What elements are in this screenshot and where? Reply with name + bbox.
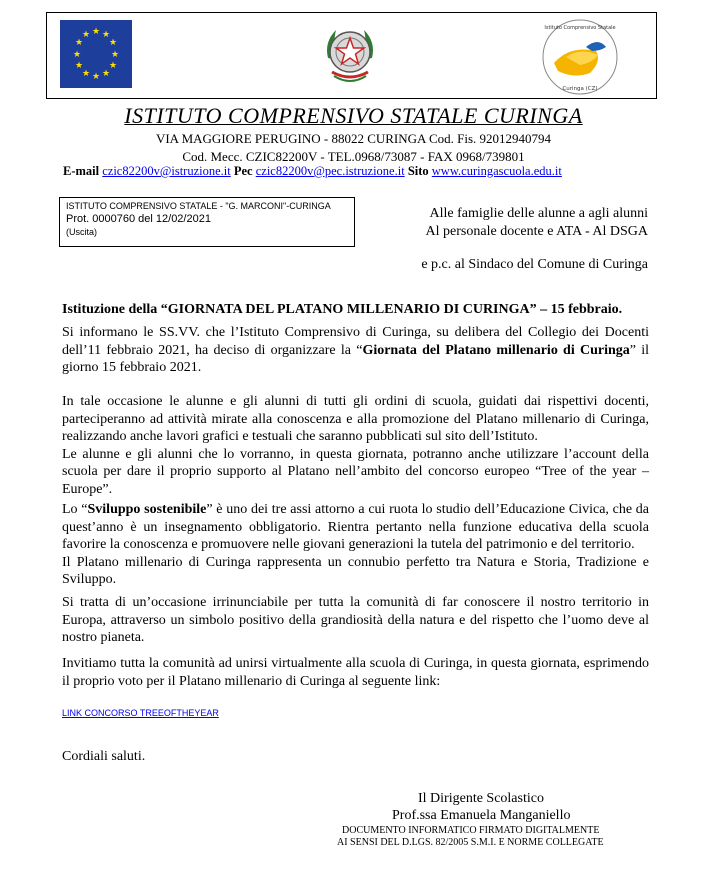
signature-note-digital: DOCUMENTO INFORMATICO FIRMATO DIGITALMENTE bbox=[342, 825, 600, 836]
protocol-number: Prot. 0000760 del 12/02/2021 bbox=[66, 213, 211, 225]
svg-text:★: ★ bbox=[108, 60, 118, 70]
email-label: E-mail bbox=[63, 164, 100, 178]
pec-label: Pec bbox=[233, 164, 253, 178]
italian-republic-emblem-icon bbox=[318, 20, 382, 88]
address-line: VIA MAGGIORE PERUGINO - 88022 CURINGA Cod. Fis. 92012940794 bbox=[155, 131, 552, 146]
paragraph-activities bbox=[62, 393, 649, 499]
svg-text:Curinga (CZ): Curinga (CZ) bbox=[562, 86, 598, 92]
svg-text:★: ★ bbox=[81, 29, 91, 39]
pec-link[interactable]: czic82200v@pec.istruzione.it bbox=[255, 164, 405, 178]
svg-text:★: ★ bbox=[74, 37, 84, 47]
signature-name: Prof.ssa Emanuela Manganiello bbox=[392, 808, 571, 823]
paragraph-opportunity: Si tratta di un’occasione irrinunciabile per tutta la comunità di far conoscere il nostro territorio in Europa, attraverso un simbolo positivo della grandiosità della natura e del rispetto che l’uomo deve al nostro pianeta. bbox=[62, 595, 649, 646]
eu-flag-icon bbox=[60, 20, 132, 88]
school-logo-icon bbox=[540, 17, 620, 97]
svg-text:★: ★ bbox=[108, 37, 118, 47]
protocol-institute: ISTITUTO COMPRENSIVO STATALE - "G. MARCONI"-CURINGA bbox=[66, 201, 331, 211]
page-title: ISTITUTO COMPRENSIVO STATALE CURINGA bbox=[124, 103, 583, 128]
site-label: Sito bbox=[407, 164, 429, 178]
paragraph-text: Lo “ bbox=[62, 502, 88, 517]
protocol-stamp bbox=[59, 197, 355, 247]
svg-text:Istituto Comprensivo Statale: Istituto Comprensivo Statale bbox=[544, 25, 616, 31]
paragraph-text: Il Platano millenario di Curinga rappresenta un connubio perfetto tra Natura e Storia, Tradizione e Sviluppo. bbox=[62, 554, 649, 588]
paragraph-text: Si informano le SS.VV. che l’Istituto Comprensivo di Curinga, su delibera del Collegio dei Docenti dell’11 febbraio 2021, ha deciso di organizzare la “ bbox=[62, 325, 649, 358]
email-link[interactable]: czic82200v@istruzione.it bbox=[102, 164, 231, 178]
paragraph-intro bbox=[62, 324, 649, 377]
signature-role: Il Dirigente Scolastico bbox=[418, 791, 544, 806]
svg-text:★: ★ bbox=[101, 68, 111, 78]
svg-text:★: ★ bbox=[110, 49, 120, 59]
paragraph-text: In tale occasione le alunne e gli alunni di tutti gli ordini di scuola, guidati dai rispettivi docenti, parteciperanno ad attività mirate alla conoscenza e alla promozione del Platano millenario di Curinga, realizzando anche lavori grafici e testuali che saranno pubblicati sul sito dell’Istituto. bbox=[62, 394, 649, 445]
recipient-staff: Al personale docente e ATA - Al DSGA bbox=[425, 224, 648, 239]
svg-text:★: ★ bbox=[101, 29, 111, 39]
svg-text:★: ★ bbox=[91, 71, 101, 81]
paragraph-text: ” il giorno 15 febbraio 2021. bbox=[62, 342, 650, 376]
recipient-mayor: e p.c. al Sindaco del Comune di Curinga bbox=[421, 257, 648, 272]
svg-text:★: ★ bbox=[74, 60, 84, 70]
vote-link[interactable]: LINK CONCORSO TREEOFTHEYEAR bbox=[62, 708, 219, 718]
paragraph-text: ” è uno dei tre assi attorno a cui ruota lo studio dell’Educazione Civica, che da quest’anno è un insegnamento obbligatorio. Rientra pertanto nella funzione educativa della scuola favorire la conoscenza e promuovere nelle giovani generazioni la tutela del patrimonio e del territorio. bbox=[62, 502, 650, 553]
protocol-direction: (Uscita) bbox=[66, 227, 97, 237]
paragraph-text: Le alunne e gli alunni che lo vorranno, in questa giornata, potranno anche utilizzare l’account della scuola per dare il proprio supporto al Platano nell’ambito del concorso europeo “Tree of the year – Europe”. bbox=[62, 446, 649, 497]
svg-text:★: ★ bbox=[81, 68, 91, 78]
site-link[interactable]: www.curingascuola.edu.it bbox=[431, 164, 562, 178]
svg-text:★: ★ bbox=[91, 26, 101, 36]
subject-line: Istituzione della “GIORNATA DEL PLATANO MILLENARIO DI CURINGA” – 15 febbraio. bbox=[62, 302, 623, 317]
closing-greeting: Cordiali saluti. bbox=[62, 749, 146, 764]
paragraph-bold: Giornata del Platano millenario di Curinga bbox=[362, 342, 630, 358]
paragraph-bold: Sviluppo sostenibile bbox=[87, 502, 207, 517]
signature-note-legal: AI SENSI DEL D.LGS. 82/2005 S.M.I. E NORME COLLEGATE bbox=[337, 837, 604, 848]
recipient-families: Alle famiglie delle alunne a agli alunni bbox=[429, 206, 648, 221]
paragraph-sustainability bbox=[62, 501, 649, 589]
paragraph-invitation: Invitiamo tutta la comunità ad unirsi virtualmente alla scuola di Curinga, in questa giornata, esprimendo il proprio voto per il Platano millenario di Curinga al seguente link: bbox=[62, 656, 649, 689]
codes-line: Cod. Mecc. CZIC82200V - TEL.0968/73087 - FAX 0968/739801 bbox=[182, 149, 525, 164]
svg-text:★: ★ bbox=[72, 49, 82, 59]
contacts-line bbox=[63, 164, 562, 179]
